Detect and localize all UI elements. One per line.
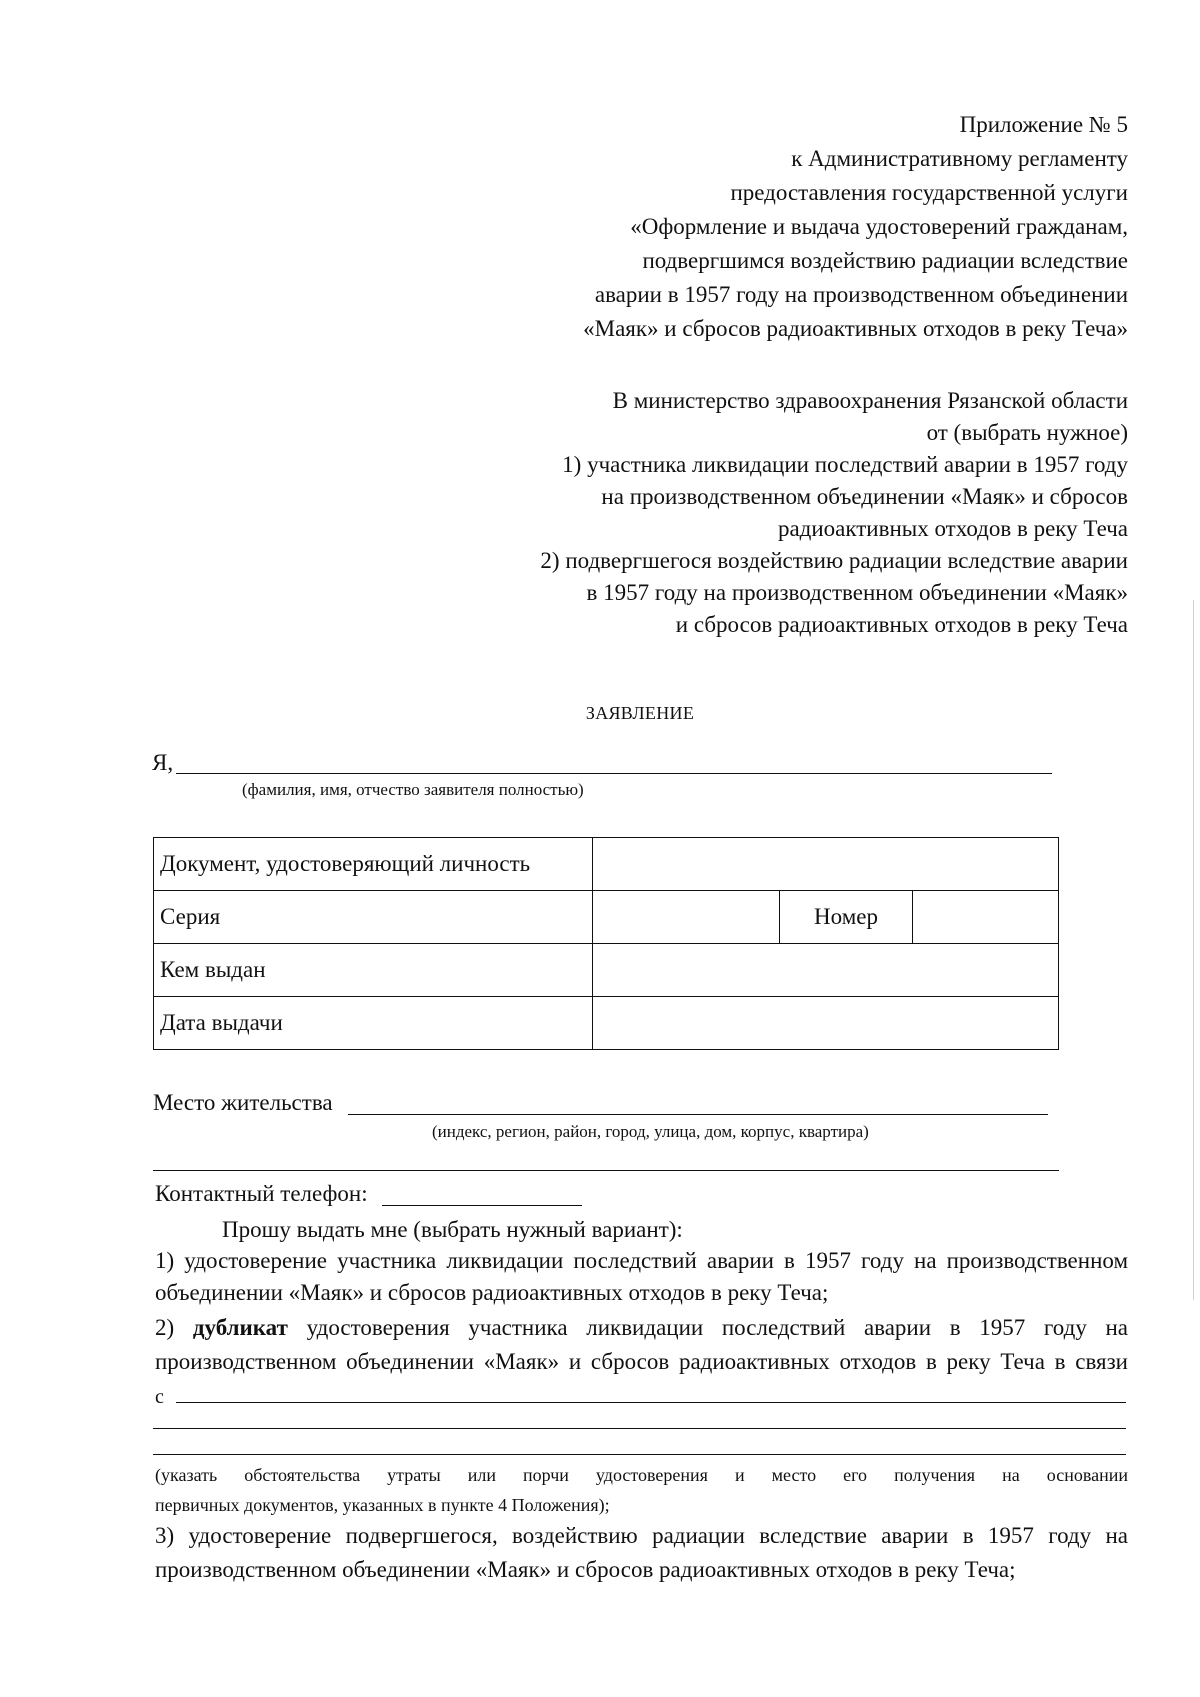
document-title: ЗАЯВЛЕНИЕ — [585, 703, 695, 723]
recipient-line: радиоактивных отходов в реку Теча — [777, 516, 1128, 541]
reason-field-continued[interactable] — [153, 1428, 1126, 1429]
appendix-line: Приложение № 5 — [959, 112, 1128, 137]
series-label-cell: Серия — [154, 891, 593, 944]
phone-field[interactable] — [382, 1205, 582, 1206]
appendix-line: «Маяк» и сбросов радиоактивных отходов в реку Теча» — [583, 316, 1128, 341]
applicant-name-hint: (фамилия, имя, отчество заявителя полностью) — [242, 780, 584, 799]
reason-field-continued[interactable] — [153, 1454, 1126, 1455]
issue-date-value-cell[interactable] — [593, 997, 1059, 1050]
recipient-line: на производственном объединении «Маяк» и сбросов — [601, 484, 1128, 509]
number-label-cell: Номер — [780, 891, 913, 944]
number-value-cell[interactable] — [913, 891, 1059, 944]
table-row — [154, 997, 1059, 1050]
appendix-line: аварии в 1957 году на производственном объединении — [594, 282, 1128, 307]
option-3-line: производственном объединении «Маяк» и сбросов радиоактивных отходов в реку Теча; — [155, 1557, 1016, 1582]
option-2-note: первичных документов, указанных в пункте 4 Положения); — [155, 1495, 610, 1515]
appendix-line: к Административному регламенту — [791, 146, 1128, 171]
option-2-line: производственном объединении «Маяк» и сбросов радиоактивных отходов в реку Теча в связи — [155, 1349, 1128, 1374]
request-intro: Прошу выдать мне (выбрать нужный вариант): — [222, 1217, 683, 1242]
phone-label: Контактный телефон: — [155, 1181, 368, 1206]
residence-label: Место жительства — [153, 1090, 333, 1115]
reason-field[interactable] — [176, 1402, 1126, 1403]
residence-field-continued[interactable] — [153, 1170, 1059, 1171]
scan-edge — [1193, 600, 1194, 1300]
recipient-line: 1) участника ликвидации последствий аварии в 1957 году — [562, 452, 1128, 477]
residence-hint: (индекс, регион, район, город, улица, дом, корпус, квартира) — [432, 1122, 869, 1141]
identity-document-table — [153, 837, 1059, 1050]
doc-value-cell[interactable] — [593, 838, 1059, 891]
doc-label-cell: Документ, удостоверяющий личность — [154, 838, 593, 891]
option-3-line: 3) удостоверение подвергшегося, воздействию радиации вследствие аварии в 1957 году на — [155, 1523, 1128, 1548]
table-row — [154, 944, 1059, 997]
applicant-name-field[interactable] — [176, 773, 1052, 774]
recipient-line: и сбросов радиоактивных отходов в реку Теча — [675, 612, 1128, 637]
applicant-prefix: Я, — [152, 750, 174, 775]
option-2-line: 2) дубликат удостоверения участника ликвидации последствий аварии в 1957 году на — [155, 1315, 1129, 1340]
option-2-note: (указать обстоятельства утраты или порчи удостоверения и место его получения на основании — [155, 1465, 1128, 1485]
recipient-line: от (выбрать нужное) — [926, 420, 1128, 445]
appendix-line: «Оформление и выдача удостоверений гражданам, — [630, 214, 1128, 239]
issued-by-value-cell[interactable] — [593, 944, 1059, 997]
option-2-bold-word: дубликат — [192, 1315, 288, 1340]
option-1-line: объединении «Маяк» и сбросов радиоактивных отходов в реку Теча; — [155, 1280, 829, 1305]
recipient-line: 2) подвергшегося воздействию радиации вследствие аварии — [540, 548, 1128, 573]
table-row — [154, 891, 1059, 944]
option-2-number: 2) — [155, 1315, 175, 1340]
appendix-line: предоставления государственной услуги — [730, 180, 1128, 205]
option-1-line: 1) удостоверение участника ликвидации последствий аварии в 1957 году на производственном — [155, 1248, 1128, 1273]
table-row — [154, 838, 1059, 891]
residence-field[interactable] — [348, 1114, 1048, 1115]
appendix-line: подвергшимся воздействию радиации вследствие — [642, 248, 1128, 273]
series-value-cell[interactable] — [593, 891, 780, 944]
recipient-line: в 1957 году на производственном объединении «Маяк» — [586, 580, 1128, 605]
issue-date-label-cell: Дата выдачи — [154, 997, 593, 1050]
option-2-c: с — [155, 1386, 164, 1408]
recipient-line: В министерство здравоохранения Рязанской области — [612, 388, 1128, 413]
issued-by-label-cell: Кем выдан — [154, 944, 593, 997]
